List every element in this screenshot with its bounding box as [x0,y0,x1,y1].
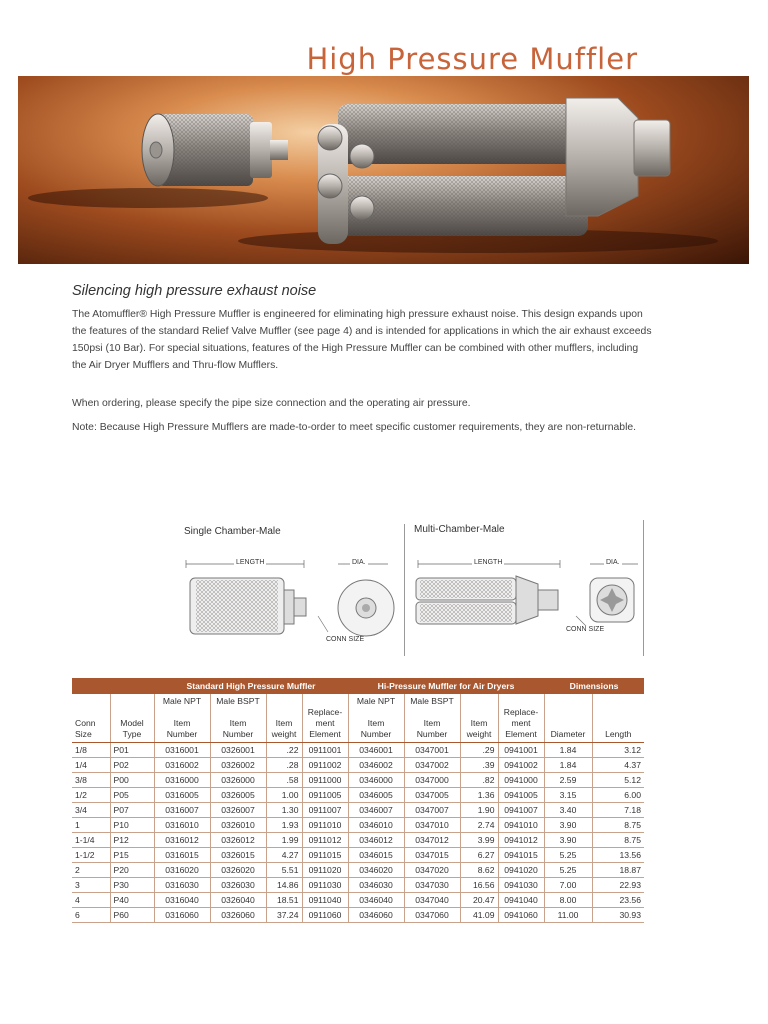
cell-hi-bspt: 0347010 [404,818,460,833]
cell-std-npt: 0316001 [154,743,210,758]
cell-length: 5.12 [592,773,644,788]
cell-length: 7.18 [592,803,644,818]
cell-hi-npt: 0346010 [348,818,404,833]
cell-conn-size: 1/8 [72,743,110,758]
cell-model-type: P05 [110,788,154,803]
cell-model-type: P02 [110,758,154,773]
cell-model-type: P30 [110,878,154,893]
cell-std-bspt: 0326001 [210,743,266,758]
cell-hi-npt: 0346000 [348,773,404,788]
cell-hi-weight: 1.90 [460,803,498,818]
cell-hi-weight: .82 [460,773,498,788]
cell-conn-size: 6 [72,908,110,923]
hi-group-header: Hi-Pressure Muffler for Air Dryers [348,678,544,694]
cell-std-bspt: 0326015 [210,848,266,863]
cell-hi-npt: 0346030 [348,878,404,893]
cell-hi-weight: 20.47 [460,893,498,908]
cell-hi-replacement: 0941020 [498,863,544,878]
hi-npt-header: Male NPT [348,694,404,707]
note-paragraph: Note: Because High Pressure Mufflers are made-to-order to meet specific customer requirements, they are non-returnable. [72,422,637,433]
cell-hi-npt: 0346020 [348,863,404,878]
multi-length-label: LENGTH [474,559,503,566]
cell-std-replacement: 0911010 [302,818,348,833]
cell-conn-size: 3/4 [72,803,110,818]
cell-hi-bspt: 0347012 [404,833,460,848]
cell-hi-bspt: 0347015 [404,848,460,863]
cell-hi-bspt: 0347001 [404,743,460,758]
cell-diameter: 3.15 [544,788,592,803]
single-conn-size-label: CONN SIZE [326,636,365,643]
cell-hi-weight: 3.99 [460,833,498,848]
cell-hi-replacement: 0941012 [498,833,544,848]
cell-model-type: P01 [110,743,154,758]
cell-std-bspt: 0326060 [210,908,266,923]
cell-hi-weight: 8.62 [460,863,498,878]
cell-std-npt: 0316000 [154,773,210,788]
col-hi-npt: Item Number [348,707,404,743]
cell-conn-size: 3/8 [72,773,110,788]
cell-std-bspt: 0326007 [210,803,266,818]
cell-diameter: 5.25 [544,863,592,878]
cell-std-replacement: 0911015 [302,848,348,863]
cell-std-npt: 0316030 [154,878,210,893]
cell-hi-npt: 0346040 [348,893,404,908]
cell-std-replacement: 0911001 [302,743,348,758]
cell-std-weight: 18.51 [266,893,302,908]
cell-std-npt: 0316005 [154,788,210,803]
cell-hi-bspt: 0347040 [404,893,460,908]
col-diameter: Diameter [544,707,592,743]
cell-hi-npt: 0346002 [348,758,404,773]
cell-std-bspt: 0326020 [210,863,266,878]
table-row [72,833,644,848]
cell-hi-replacement: 0941010 [498,818,544,833]
cell-std-npt: 0316020 [154,863,210,878]
diagram-drawings [178,520,646,660]
cell-std-weight: 1.00 [266,788,302,803]
table-row [72,878,644,893]
cell-diameter: 1.84 [544,743,592,758]
cell-hi-bspt: 0347000 [404,773,460,788]
cell-length: 8.75 [592,833,644,848]
cell-std-npt: 0316012 [154,833,210,848]
cell-hi-replacement: 0941001 [498,743,544,758]
cell-hi-bspt: 0347007 [404,803,460,818]
cell-conn-size: 1/2 [72,788,110,803]
cell-hi-weight: 6.27 [460,848,498,863]
table-row [72,788,644,803]
cell-conn-size: 2 [72,863,110,878]
cell-hi-npt: 0346007 [348,803,404,818]
cell-hi-weight: .39 [460,758,498,773]
cell-length: 18.87 [592,863,644,878]
cell-std-replacement: 0911040 [302,893,348,908]
table-body [72,743,644,923]
cell-std-npt: 0316007 [154,803,210,818]
single-dia-label: DIA. [352,559,366,566]
cell-conn-size: 1-1/4 [72,833,110,848]
cell-std-bspt: 0326040 [210,893,266,908]
specification-table [72,678,644,923]
table-row [72,893,644,908]
cell-hi-replacement: 0941015 [498,848,544,863]
cell-std-weight: .22 [266,743,302,758]
dimension-diagrams [178,520,646,660]
col-hi-weight: Item weight [460,707,498,743]
cell-hi-replacement: 0941060 [498,908,544,923]
table-row [72,818,644,833]
cell-model-type: P07 [110,803,154,818]
page-title: High Pressure Muffler [306,42,638,76]
cell-length: 4.37 [592,758,644,773]
single-chamber-title: Single Chamber-Male [184,526,281,537]
col-std-replacement: Replace- ment Element [302,707,348,743]
multi-conn-size-label: CONN SIZE [566,626,605,633]
muffler-illustration [18,76,749,264]
cell-length: 6.00 [592,788,644,803]
cell-length: 30.93 [592,908,644,923]
cell-std-bspt: 0326030 [210,878,266,893]
cell-std-weight: 1.99 [266,833,302,848]
cell-diameter: 2.59 [544,773,592,788]
std-bspt-header: Male BSPT [210,694,266,707]
cell-std-replacement: 0911005 [302,788,348,803]
cell-diameter: 8.00 [544,893,592,908]
single-length-label: LENGTH [236,559,265,566]
table-row [72,758,644,773]
cell-model-type: P60 [110,908,154,923]
cell-model-type: P40 [110,893,154,908]
cell-std-npt: 0316002 [154,758,210,773]
cell-std-npt: 0316010 [154,818,210,833]
col-std-weight: Item weight [266,707,302,743]
std-npt-header: Male NPT [154,694,210,707]
cell-std-weight: 14.86 [266,878,302,893]
cell-std-weight: .28 [266,758,302,773]
cell-conn-size: 1 [72,818,110,833]
intro-paragraph: The Atomuffler® High Pressure Muffler is engineered for eliminating high pressure exhaust noise. This design expands upon the features of the standard Relief Valve Muffler (see page 4) and is intended for applications in which the air exhaust exceeds 150psi (10 Bar). For special situations, features of the High Pressure Muffler can be combined with other mufflers, including the Air Dryer Mufflers and Thru-flow Mufflers. [72,309,652,371]
col-hi-replacement: Replace- ment Element [498,707,544,743]
cell-std-weight: 1.93 [266,818,302,833]
cell-model-type: P00 [110,773,154,788]
cell-length: 23.56 [592,893,644,908]
cell-std-replacement: 0911007 [302,803,348,818]
col-std-npt: Item Number [154,707,210,743]
cell-hi-weight: 41.09 [460,908,498,923]
col-hi-bspt: Item Number [404,707,460,743]
cell-hi-bspt: 0347005 [404,788,460,803]
cell-hi-replacement: 0941000 [498,773,544,788]
cell-model-type: P20 [110,863,154,878]
table-row [72,848,644,863]
cell-std-replacement: 0911000 [302,773,348,788]
cell-length: 8.75 [592,818,644,833]
cell-model-type: P10 [110,818,154,833]
section-subtitle: Silencing high pressure exhaust noise [72,283,317,299]
table-row [72,773,644,788]
ordering-paragraph: When ordering, please specify the pipe size connection and the operating air pressure. [72,398,471,409]
cell-hi-replacement: 0941002 [498,758,544,773]
cell-hi-npt: 0346005 [348,788,404,803]
col-model-type: Model Type [110,707,154,743]
cell-hi-weight: .29 [460,743,498,758]
cell-conn-size: 4 [72,893,110,908]
cell-std-bspt: 0326012 [210,833,266,848]
cell-conn-size: 1-1/2 [72,848,110,863]
multi-dia-label: DIA. [606,559,620,566]
cell-std-replacement: 0911030 [302,878,348,893]
cell-std-bspt: 0326010 [210,818,266,833]
cell-length: 22.93 [592,878,644,893]
cell-hi-npt: 0346012 [348,833,404,848]
cell-std-bspt: 0326002 [210,758,266,773]
cell-diameter: 11.00 [544,908,592,923]
cell-std-npt: 0316015 [154,848,210,863]
cell-hi-bspt: 0347002 [404,758,460,773]
cell-hi-npt: 0346001 [348,743,404,758]
cell-diameter: 7.00 [544,878,592,893]
cell-std-replacement: 0911012 [302,833,348,848]
dimensions-group-header: Dimensions [544,678,644,694]
cell-model-type: P12 [110,833,154,848]
cell-hi-replacement: 0941030 [498,878,544,893]
cell-diameter: 5.25 [544,848,592,863]
cell-hi-npt: 0346015 [348,848,404,863]
cell-diameter: 1.84 [544,758,592,773]
cell-std-weight: 4.27 [266,848,302,863]
multi-chamber-title: Multi-Chamber-Male [414,524,505,535]
col-conn-size: Conn Size [72,707,110,743]
cell-model-type: P15 [110,848,154,863]
cell-hi-replacement: 0941007 [498,803,544,818]
cell-std-bspt: 0326000 [210,773,266,788]
cell-std-replacement: 0911020 [302,863,348,878]
cell-std-weight: 37.24 [266,908,302,923]
cell-length: 13.56 [592,848,644,863]
col-std-bspt: Item Number [210,707,266,743]
product-photo [18,76,749,264]
cell-diameter: 3.90 [544,833,592,848]
cell-std-replacement: 0911002 [302,758,348,773]
table-row [72,908,644,923]
table-row [72,743,644,758]
cell-std-npt: 0316060 [154,908,210,923]
cell-diameter: 3.40 [544,803,592,818]
cell-hi-bspt: 0347020 [404,863,460,878]
cell-diameter: 3.90 [544,818,592,833]
cell-conn-size: 1/4 [72,758,110,773]
cell-hi-weight: 1.36 [460,788,498,803]
cell-hi-bspt: 0347060 [404,908,460,923]
cell-hi-replacement: 0941005 [498,788,544,803]
cell-hi-bspt: 0347030 [404,878,460,893]
cell-std-weight: 1.30 [266,803,302,818]
cell-std-replacement: 0911060 [302,908,348,923]
cell-std-weight: .58 [266,773,302,788]
col-length: Length [592,707,644,743]
cell-conn-size: 3 [72,878,110,893]
standard-group-header: Standard High Pressure Muffler [154,678,348,694]
table-row [72,863,644,878]
table-row [72,803,644,818]
cell-hi-replacement: 0941040 [498,893,544,908]
cell-std-bspt: 0326005 [210,788,266,803]
hi-bspt-header: Male BSPT [404,694,460,707]
cell-hi-weight: 16.56 [460,878,498,893]
cell-hi-weight: 2.74 [460,818,498,833]
cell-std-npt: 0316040 [154,893,210,908]
cell-length: 3.12 [592,743,644,758]
cell-std-weight: 5.51 [266,863,302,878]
cell-hi-npt: 0346060 [348,908,404,923]
